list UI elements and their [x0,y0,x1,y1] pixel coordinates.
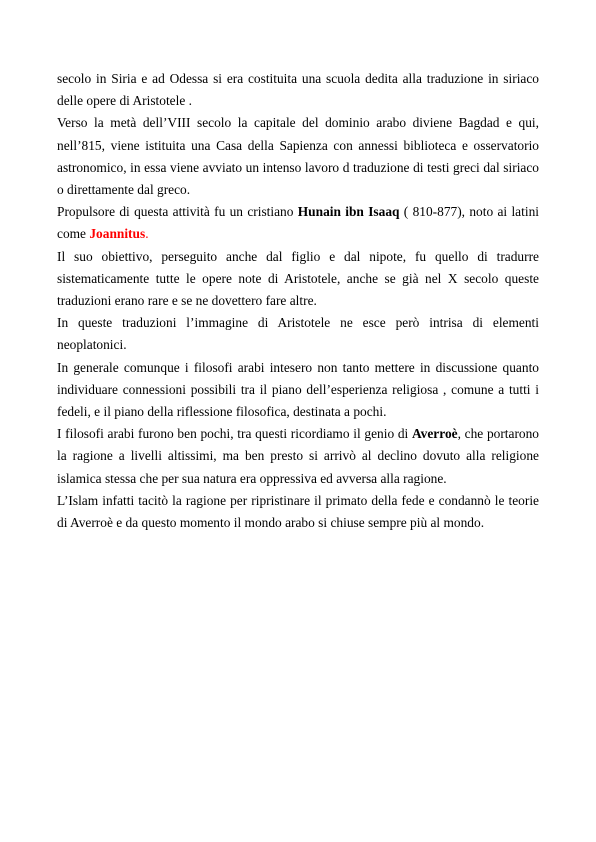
paragraph-neoplatonic: In queste traduzioni l’immagine di Aristotele ne esce però intrisa di elementi neoplatonici. [57,315,539,353]
hunain-middle-text: ( 810-877), noto ai latini come [57,204,539,242]
averroes-name: Averroè [411,426,458,442]
body-text [57,68,539,534]
paragraph-objective: Il suo obiettivo, perseguito anche dal figlio e dal nipote, fu quello di tradurre sistematicamente tutte le opere note di Aristotele, anche se già nel X secolo queste traduzioni erano rare e se ne dovettero fare altre. [57,248,539,309]
averroes-after-text: , che portarono la ragione a livelli altissimi, ma ben presto si arrivò al declino dovuto alla religione islamica stessa che per sua natura era oppressiva ed avversa alla ragione. [57,426,539,486]
paragraph-general: In generale comunque i filosofi arabi intesero non tanto mettere in discussione quanto individuare connessioni possibili tra il piano dell’esperienza religiosa , comune a tutti i fedeli, e il piano della riflessione filosofica, destinata a pochi. [57,359,539,420]
joannitus-period: . [145,226,149,242]
paragraph-averroes [57,423,539,490]
hunain-name: Hunain ibn Isaaq [297,204,400,220]
hunain-intro-text: Propulsore di questa attività fu un cristiano [57,204,298,220]
paragraph-bagdad: Verso la metà dell’VIII secolo la capitale del dominio arabo diviene Bagdad e qui, nell’815, viene istituita una Casa della Sapienza con annessi biblioteca e osservatorio astronomico, in essa viene avviato un intenso lavoro d traduzione di testi greci dal siriaco o direttamente dal greco. [57,115,539,198]
paragraph-hunain [57,201,539,245]
joannitus-name: Joannitus [89,226,146,242]
averroes-intro-text: I filosofi arabi furono ben pochi, tra questi ricordiamo il genio di [57,426,412,442]
paragraph-islam: L’Islam infatti tacitò la ragione per ripristinare il primato della fede e condannò le teorie di Averroè e da questo momento il mondo arabo si chiuse sempre più al mondo. [57,492,539,531]
paragraph-syriac-school: secolo in Siria e ad Odessa si era costituita una scuola dedita alla traduzione in siriaco delle opere di Aristotele . [57,71,539,109]
